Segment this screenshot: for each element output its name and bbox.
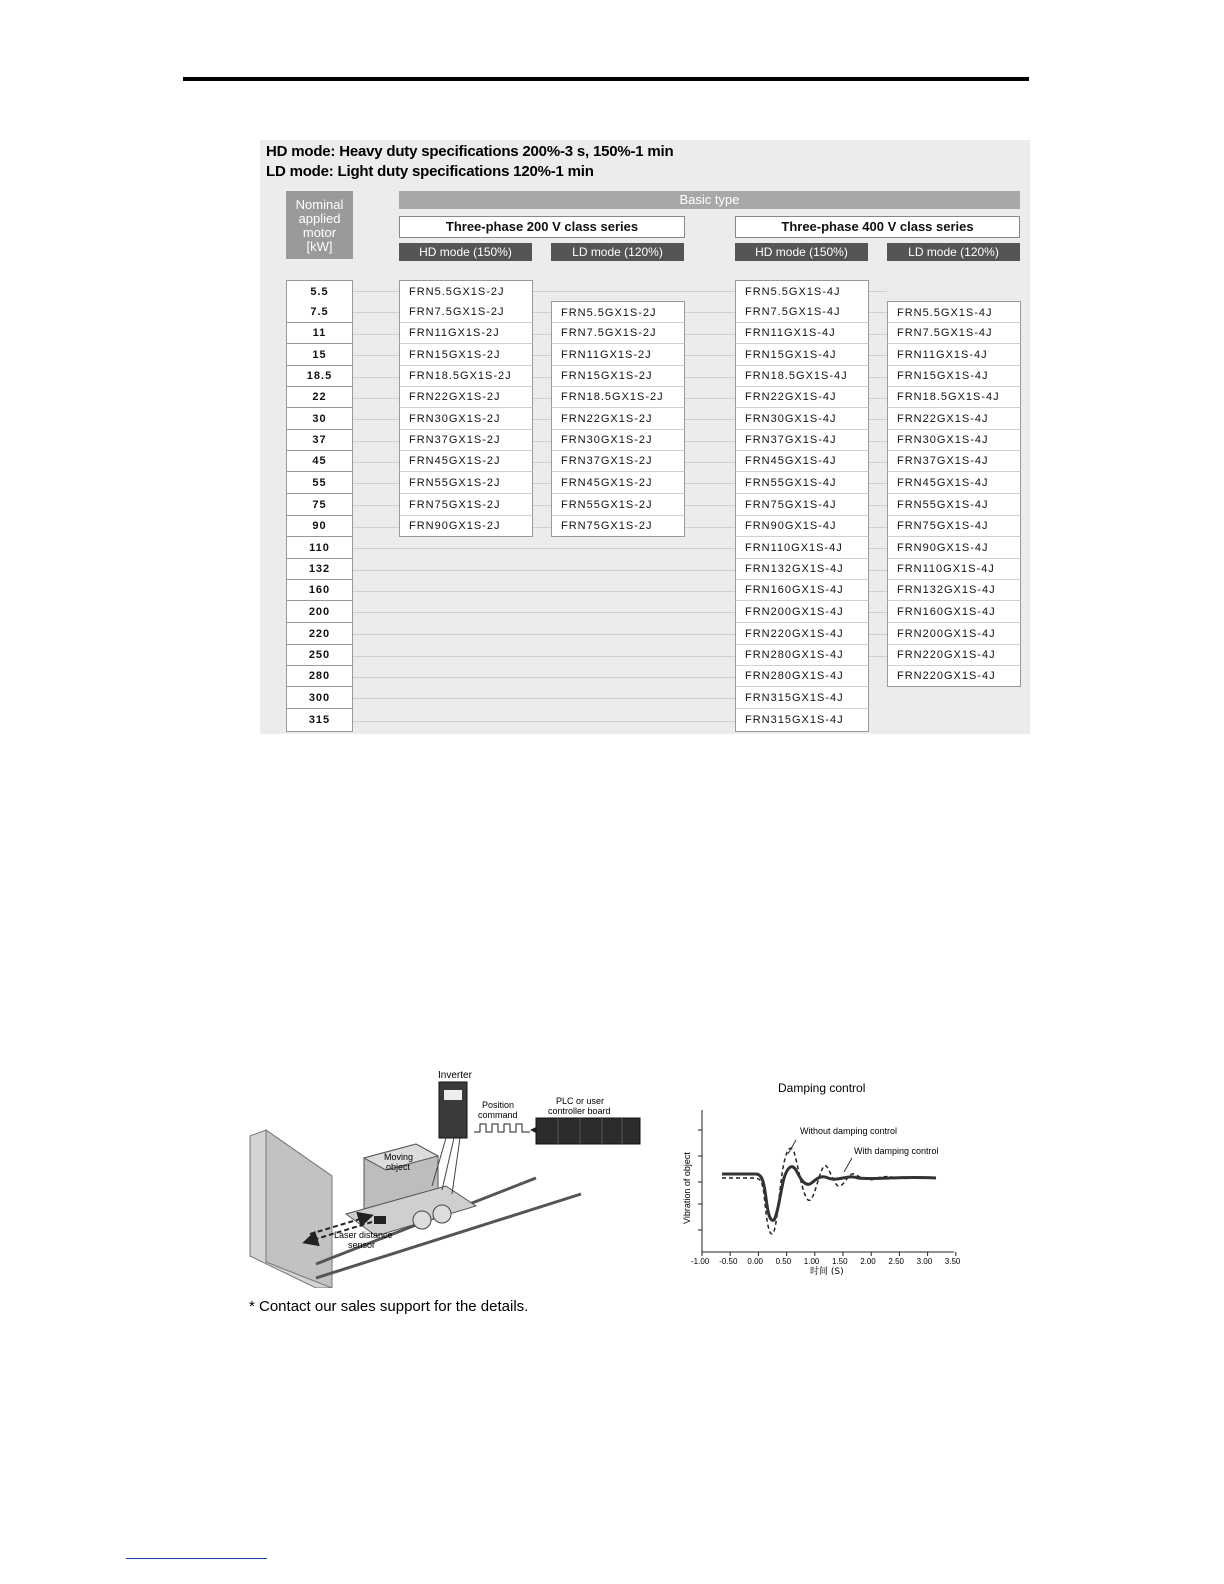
x-tick-label: 3.00 (916, 1257, 933, 1266)
motor-kw-cell: 7.5 (286, 301, 353, 323)
x-tick-label: 0.00 (747, 1257, 763, 1266)
ld-mode-400-header: LD mode (120%) (887, 243, 1020, 261)
plc-board-icon (536, 1118, 640, 1144)
hd-400v-model-cell: FRN55GX1S-4J (735, 472, 869, 494)
x-tick-label: 0.50 (775, 1257, 792, 1266)
ld-400v-model-cell: FRN90GX1S-4J (887, 537, 1021, 559)
chart-ylabel: Vibration of object (682, 1152, 692, 1224)
hd-mode-200-header: HD mode (150%) (399, 243, 532, 261)
laser-sensor-icon (374, 1216, 386, 1224)
chart-x-ticks (691, 1252, 961, 1266)
hd-400v-model-cell: FRN110GX1S-4J (735, 537, 869, 559)
motor-kw-cell: 200 (286, 601, 353, 623)
nominal-label-line: applied (298, 211, 341, 226)
hd-400v-model-cell: FRN315GX1S-4J (735, 709, 869, 732)
ld-200v-model-cell: FRN5.5GX1S-2J (551, 301, 685, 323)
ld-200v-model-cell: FRN15GX1S-2J (551, 366, 685, 387)
hd-200v-model-cell: FRN30GX1S-2J (399, 408, 533, 430)
plc-label: PLC or user (556, 1096, 605, 1106)
row-connector-line (868, 634, 887, 635)
motor-kw-cell: 22 (286, 387, 353, 408)
hd-200v-model-cell: FRN7.5GX1S-2J (399, 301, 533, 323)
motor-kw-cell: 75 (286, 494, 353, 516)
laser-sensor-label: sensor (348, 1240, 376, 1250)
row-connector-line (868, 355, 887, 356)
hd-200v-model-cell: FRN11GX1S-2J (399, 323, 533, 344)
motor-kw-cell: 315 (286, 709, 353, 732)
motor-kw-cell: 160 (286, 580, 353, 601)
ld-400v-model-cell: FRN55GX1S-4J (887, 494, 1021, 516)
motor-kw-cell: 55 (286, 472, 353, 494)
row-connector-line (353, 656, 735, 657)
motor-kw-cell: 132 (286, 559, 353, 580)
with-damping-series (722, 1167, 936, 1221)
ld-400v-model-cell: FRN15GX1S-4J (887, 366, 1021, 387)
hd-400v-model-cell: FRN37GX1S-4J (735, 430, 869, 451)
ld-400v-model-cell: FRN75GX1S-4J (887, 516, 1021, 537)
row-connector-line (868, 377, 887, 378)
motor-kw-cell: 11 (286, 323, 353, 344)
row-connector-line (868, 656, 887, 657)
row-connector-line (868, 483, 887, 484)
row-connector-line (868, 612, 887, 613)
legend-with-damping: With damping control (854, 1146, 939, 1156)
ld-200v-model-cell: FRN37GX1S-2J (551, 451, 685, 472)
nominal-label-line: motor (302, 225, 337, 240)
top-rule (183, 77, 1029, 81)
row-connector-line (868, 591, 887, 592)
chart-title: Damping control (778, 1081, 866, 1095)
row-connector-line (868, 419, 887, 420)
hd-200v-model-cell: FRN37GX1S-2J (399, 430, 533, 451)
row-connector-line (868, 462, 887, 463)
nominal-label-line: [kW] (306, 239, 333, 254)
damping-control-chart (678, 1074, 968, 1284)
basic-type-bar: Basic type (399, 191, 1020, 209)
ld-400v-model-cell: FRN37GX1S-4J (887, 451, 1021, 472)
motor-kw-cell: 45 (286, 451, 353, 472)
motor-kw-cell: 220 (286, 623, 353, 645)
ld-200v-model-cell: FRN30GX1S-2J (551, 430, 685, 451)
row-connector-line (868, 398, 887, 399)
hd-200v-model-cell: FRN22GX1S-2J (399, 387, 533, 408)
row-connector-line (868, 441, 887, 442)
row-connector-line (353, 612, 735, 613)
row-connector-line (353, 591, 735, 592)
ld-mode-200-header: LD mode (120%) (551, 243, 684, 261)
ld-400v-model-cell: FRN22GX1S-4J (887, 408, 1021, 430)
hd-400v-model-cell: FRN220GX1S-4J (735, 623, 869, 645)
row-connector-line (868, 570, 887, 571)
x-tick-label: 3.50 (944, 1257, 961, 1266)
position-command-label: command (478, 1110, 518, 1120)
series-200v-header: Three-phase 200 V class series (399, 216, 685, 238)
hd-400v-model-cell: FRN90GX1S-4J (735, 516, 869, 537)
moving-object-label: object (386, 1162, 411, 1172)
hd-400v-model-cell: FRN7.5GX1S-4J (735, 301, 869, 323)
row-connector-line (353, 634, 735, 635)
ld-400v-model-cell: FRN45GX1S-4J (887, 472, 1021, 494)
hd-mode-description: HD mode: Heavy duty specifications 200%-3 s, 150%-1 min (266, 143, 674, 160)
hd-400v-model-cell: FRN15GX1S-4J (735, 344, 869, 366)
ld-200v-model-cell: FRN75GX1S-2J (551, 516, 685, 537)
ld-200v-model-cell: FRN7.5GX1S-2J (551, 323, 685, 344)
motor-kw-cell: 90 (286, 516, 353, 537)
footnote: * Contact our sales support for the details. (249, 1298, 529, 1315)
x-tick-label: 1.50 (832, 1257, 848, 1266)
ld-200v-model-cell: FRN18.5GX1S-2J (551, 387, 685, 408)
row-connector-line (353, 677, 735, 678)
row-connector-line (353, 548, 735, 549)
motor-kw-cell: 5.5 (286, 280, 353, 302)
motor-wheel-icon (433, 1205, 451, 1223)
without-damping-series (722, 1148, 936, 1234)
hd-200v-model-cell: FRN55GX1S-2J (399, 472, 533, 494)
footnote-link-rule[interactable] (126, 1558, 267, 1559)
motor-kw-cell: 15 (286, 344, 353, 366)
ld-400v-model-cell: FRN30GX1S-4J (887, 430, 1021, 451)
row-connector-line (868, 527, 887, 528)
legend-without-damping: Without damping control (800, 1126, 898, 1136)
x-tick-label: 2.50 (888, 1257, 904, 1266)
x-tick-label: 2.00 (860, 1257, 876, 1266)
motor-kw-cell: 250 (286, 645, 353, 666)
ld-200v-model-cell: FRN22GX1S-2J (551, 408, 685, 430)
hd-400v-model-cell: FRN45GX1S-4J (735, 451, 869, 472)
ld-400v-model-cell: FRN132GX1S-4J (887, 580, 1021, 601)
ld-400v-model-cell: FRN160GX1S-4J (887, 601, 1021, 623)
nominal-label-line: Nominal (295, 197, 344, 212)
motor-kw-cell: 18.5 (286, 366, 353, 387)
hd-200v-model-cell: FRN90GX1S-2J (399, 516, 533, 537)
hd-200v-model-cell: FRN75GX1S-2J (399, 494, 533, 516)
ld-400v-model-cell: FRN200GX1S-4J (887, 623, 1021, 645)
hd-200v-model-cell: FRN5.5GX1S-2J (399, 280, 533, 302)
laser-sensor-label: Laser distance (334, 1230, 393, 1240)
ld-400v-model-cell: FRN7.5GX1S-4J (887, 323, 1021, 344)
moving-object-label: Moving (384, 1152, 414, 1162)
ld-400v-model-cell: FRN11GX1S-4J (887, 344, 1021, 366)
motor-kw-cell: 37 (286, 430, 353, 451)
motor-kw-cell: 30 (286, 408, 353, 430)
x-tick-label: -0.50 (719, 1257, 738, 1266)
row-connector-line (353, 570, 735, 571)
hd-400v-model-cell: FRN22GX1S-4J (735, 387, 869, 408)
ld-200v-model-cell: FRN55GX1S-2J (551, 494, 685, 516)
ld-400v-model-cell: FRN18.5GX1S-4J (887, 387, 1021, 408)
motor-kw-cell: 110 (286, 537, 353, 559)
chart-xlabel: 时间 (S) (810, 1267, 844, 1277)
hd-400v-model-cell: FRN315GX1S-4J (735, 687, 869, 709)
hd-400v-model-cell: FRN30GX1S-4J (735, 408, 869, 430)
ld-400v-model-cell: FRN220GX1S-4J (887, 645, 1021, 666)
ld-200v-model-cell: FRN11GX1S-2J (551, 344, 685, 366)
hd-200v-model-cell: FRN45GX1S-2J (399, 451, 533, 472)
ld-200v-model-cell: FRN45GX1S-2J (551, 472, 685, 494)
motor-kw-cell: 300 (286, 687, 353, 709)
ld-400v-model-cell: FRN5.5GX1S-4J (887, 301, 1021, 323)
hd-400v-model-cell: FRN5.5GX1S-4J (735, 280, 869, 302)
x-tick-label: -1.00 (691, 1257, 710, 1266)
ld-mode-description: LD mode: Light duty specifications 120%-1 min (266, 163, 594, 180)
hd-400v-model-cell: FRN160GX1S-4J (735, 580, 869, 601)
x-tick-label: 1.00 (803, 1257, 820, 1266)
nominal-motor-header (286, 191, 353, 259)
hd-200v-model-cell: FRN15GX1S-2J (399, 344, 533, 366)
inverter-label: Inverter (438, 1070, 472, 1081)
row-connector-line (868, 291, 887, 292)
hd-mode-400-header: HD mode (150%) (735, 243, 868, 261)
hd-400v-model-cell: FRN132GX1S-4J (735, 559, 869, 580)
row-connector-line (868, 548, 887, 549)
row-connector-line (353, 721, 735, 722)
hd-400v-model-cell: FRN11GX1S-4J (735, 323, 869, 344)
row-connector-line (868, 334, 887, 335)
plc-label: controller board (548, 1106, 611, 1116)
pulse-signal-shape (474, 1124, 530, 1132)
damping-system-illustration (246, 1066, 646, 1288)
position-command-label: Position (482, 1100, 515, 1110)
motor-wheel-icon (413, 1211, 431, 1229)
hd-400v-model-cell: FRN280GX1S-4J (735, 666, 869, 687)
ld-400v-model-cell: FRN220GX1S-4J (887, 666, 1021, 687)
row-connector-line (868, 312, 887, 313)
row-connector-line (868, 505, 887, 506)
series-400v-header: Three-phase 400 V class series (735, 216, 1020, 238)
ld-400v-model-cell: FRN110GX1S-4J (887, 559, 1021, 580)
row-connector-line (353, 698, 735, 699)
hd-400v-model-cell: FRN18.5GX1S-4J (735, 366, 869, 387)
hd-400v-model-cell: FRN280GX1S-4J (735, 645, 869, 666)
motor-kw-cell: 280 (286, 666, 353, 687)
hd-400v-model-cell: FRN75GX1S-4J (735, 494, 869, 516)
hd-400v-model-cell: FRN200GX1S-4J (735, 601, 869, 623)
hd-200v-model-cell: FRN18.5GX1S-2J (399, 366, 533, 387)
